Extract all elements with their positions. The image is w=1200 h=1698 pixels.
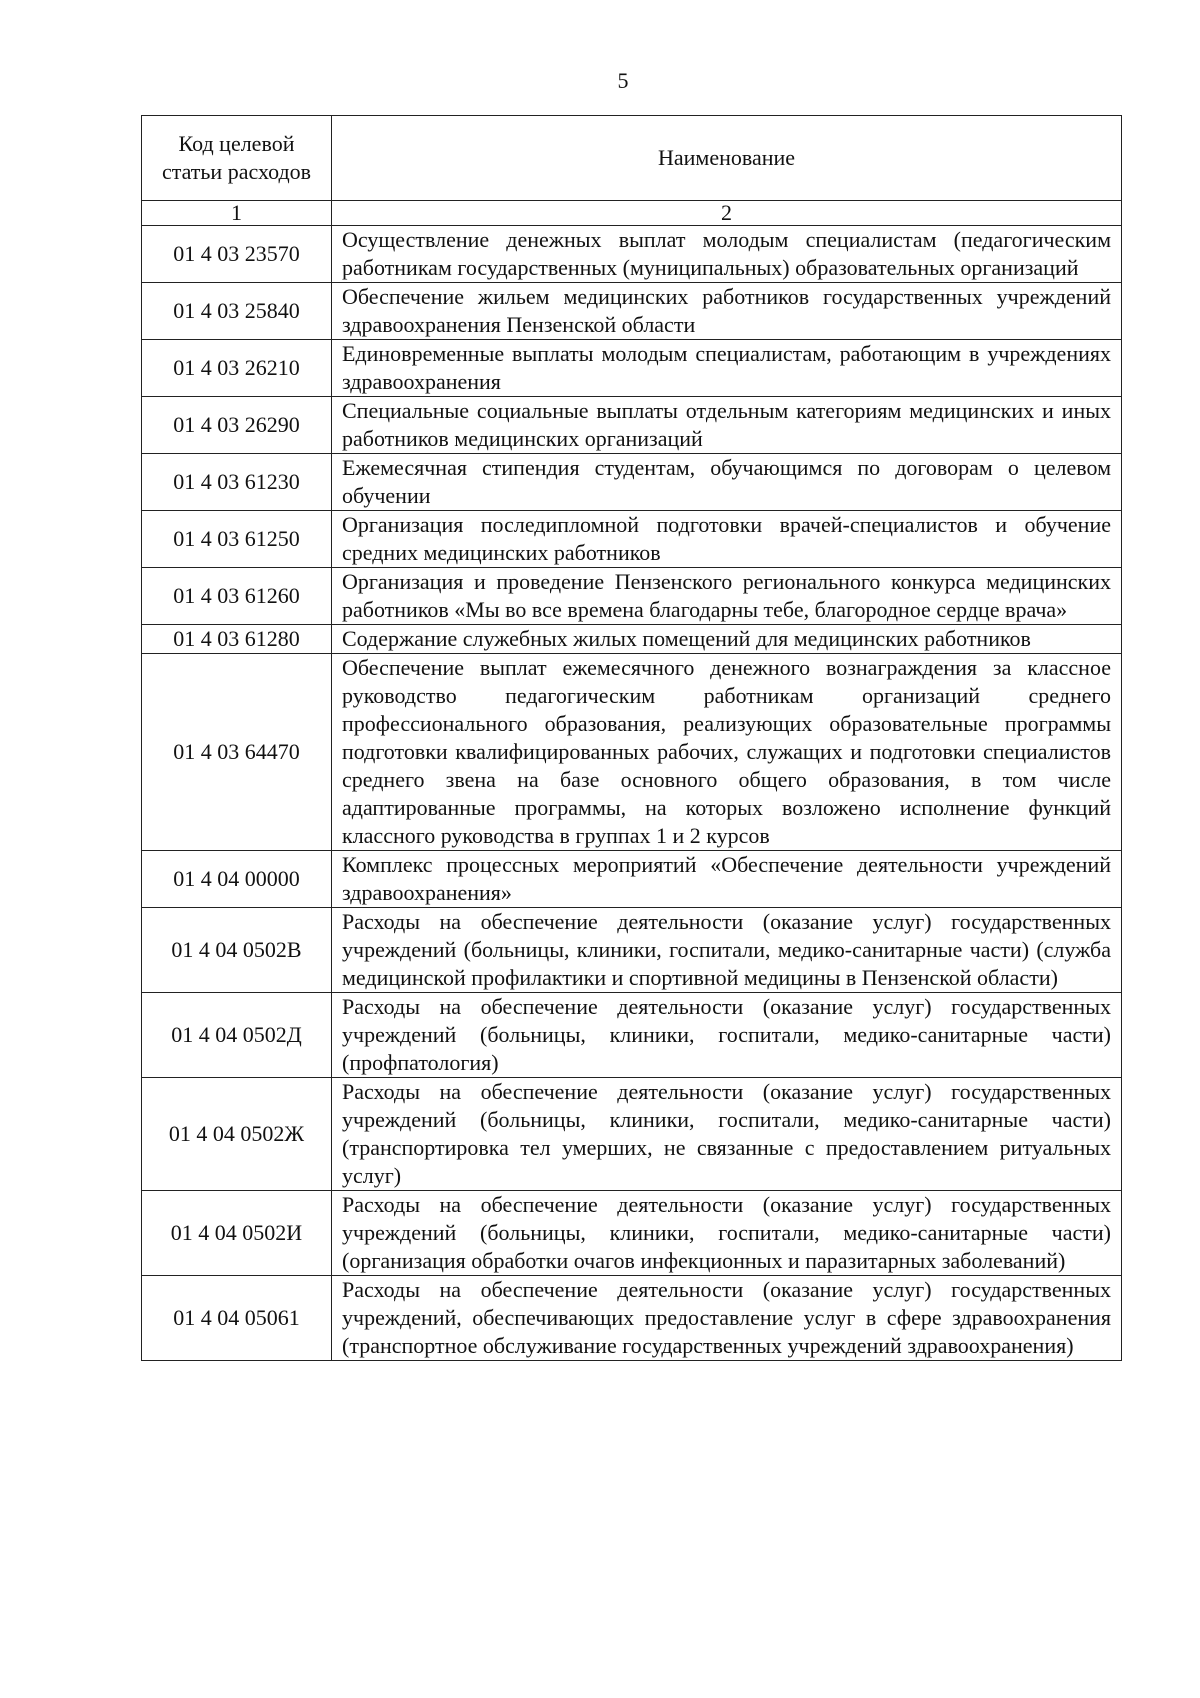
table-row [142,993,1122,1078]
table-row [142,1191,1122,1276]
row-name: Ежемесячная стипендия студентам, обучающимся по договорам о целевом обучении [332,454,1122,511]
row-code: 01 4 03 64470 [142,654,332,851]
row-code: 01 4 03 61260 [142,568,332,625]
row-name: Организация и проведение Пензенского регионального конкурса медицинских работников «Мы во все времена благодарны тебе, благородное сердце врача» [332,568,1122,625]
row-name: Обеспечение жильем медицинских работников государственных учреждений здравоохранения Пензенской области [332,283,1122,340]
row-name: Осуществление денежных выплат молодым специалистам (педагогическим работникам государственных (муниципальных) образовательных организаций [332,226,1122,283]
row-name: Обеспечение выплат ежемесячного денежного вознаграждения за классное руководство педагогическим работникам организаций среднего профессионального образования, реализующих образовательные программы подготовки квалифицированных рабочих, служащих и подготовки специалистов среднего звена на базе основного общего образования, в том числе адаптированные программы, на которых возложено исполнение функций классного руководства в группах 1 и 2 курсов [332,654,1122,851]
row-name: Расходы на обеспечение деятельности (оказание услуг) государственных учреждений (больницы, клиники, госпитали, медико-санитарные части) (профпатология) [332,993,1122,1078]
row-name: Расходы на обеспечение деятельности (оказание услуг) государственных учреждений (больницы, клиники, госпитали, медико-санитарные части) (организация обработки очагов инфекционных и паразитарных заболеваний) [332,1191,1122,1276]
row-name: Расходы на обеспечение деятельности (оказание услуг) государственных учреждений (больницы, клиники, госпитали, медико-санитарные части) (транспортировка тел умерших, не связанные с предоставлением ритуальных услуг) [332,1078,1122,1191]
column-number-row [142,201,1122,226]
table-body [142,226,1122,1361]
table-header-row [142,116,1122,201]
budget-table [141,115,1122,1361]
row-name: Расходы на обеспечение деятельности (оказание услуг) государственных учреждений (больницы, клиники, госпитали, медико-санитарные части) (служба медицинской профилактики и спортивной медицины в Пензенской области) [332,908,1122,993]
column-number-1: 1 [142,201,332,226]
table-row [142,851,1122,908]
table-row [142,340,1122,397]
row-code: 01 4 03 61280 [142,625,332,654]
row-code: 01 4 04 0502Ж [142,1078,332,1191]
header-name: Наименование [332,116,1122,201]
row-code: 01 4 04 00000 [142,851,332,908]
row-code: 01 4 04 05061 [142,1276,332,1361]
row-name: Организация последипломной подготовки врачей-специалистов и обучение средних медицинских работников [332,511,1122,568]
row-name: Содержание служебных жилых помещений для медицинских работников [332,625,1122,654]
row-code: 01 4 03 26210 [142,340,332,397]
row-code: 01 4 03 61230 [142,454,332,511]
row-name: Единовременные выплаты молодым специалистам, работающим в учреждениях здравоохранения [332,340,1122,397]
row-code: 01 4 03 61250 [142,511,332,568]
table-row [142,654,1122,851]
row-code: 01 4 03 26290 [142,397,332,454]
row-code: 01 4 04 0502В [142,908,332,993]
table-row [142,568,1122,625]
table-row [142,511,1122,568]
page-number: 5 [617,68,629,93]
table-row [142,1276,1122,1361]
row-code: 01 4 03 25840 [142,283,332,340]
row-code: 01 4 03 23570 [142,226,332,283]
row-code: 01 4 04 0502И [142,1191,332,1276]
table-row [142,454,1122,511]
header-code: Код целевой статьи расходов [142,116,332,201]
row-code: 01 4 04 0502Д [142,993,332,1078]
column-number-2: 2 [332,201,1122,226]
table-row [142,226,1122,283]
row-name: Специальные социальные выплаты отдельным категориям медицинских и иных работников медицинских организаций [332,397,1122,454]
table-row [142,397,1122,454]
table-row [142,908,1122,993]
row-name: Расходы на обеспечение деятельности (оказание услуг) государственных учреждений, обеспечивающих предоставление услуг в сфере здравоохранения (транспортное обслуживание государственных учреждений здравоохранения) [332,1276,1122,1361]
table-row [142,283,1122,340]
table-row [142,1078,1122,1191]
row-name: Комплекс процессных мероприятий «Обеспечение деятельности учреждений здравоохранения» [332,851,1122,908]
table-row [142,625,1122,654]
